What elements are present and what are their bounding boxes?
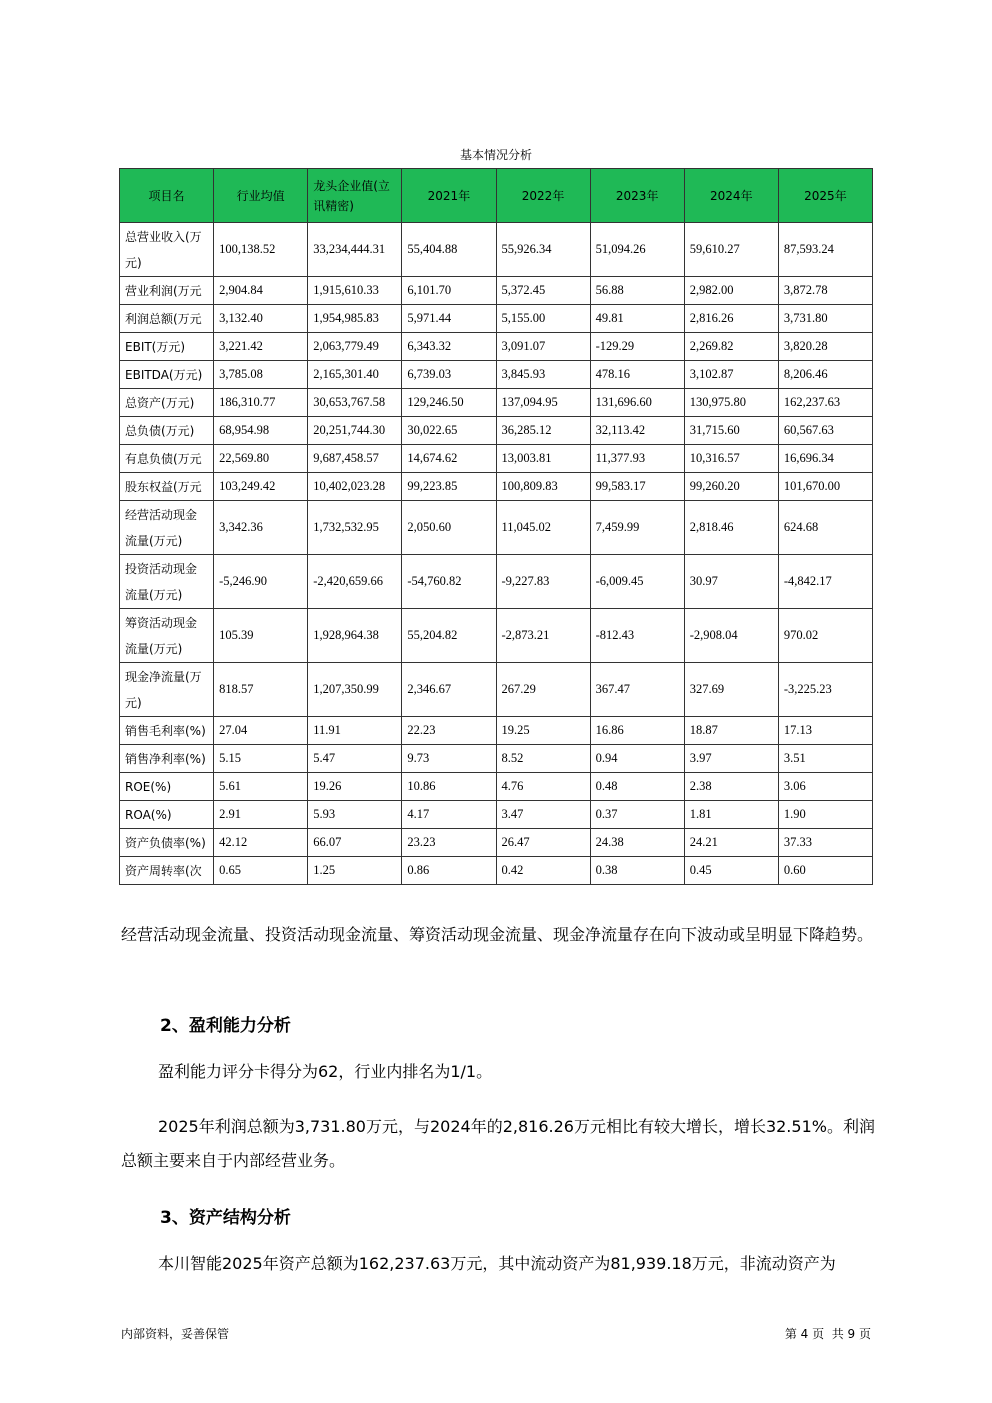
table-cell: 16,696.34 xyxy=(778,445,872,473)
table-cell: 10,316.57 xyxy=(684,445,778,473)
table-cell: 42.12 xyxy=(214,829,308,857)
table-cell: 2,269.82 xyxy=(684,333,778,361)
table-cell: 2.38 xyxy=(684,773,778,801)
table-cell: 7,459.99 xyxy=(590,501,684,555)
column-header: 龙头企业值(立讯精密) xyxy=(308,169,402,223)
paragraph-assets: 本川智能2025年资产总额为162,237.63万元，其中流动资产为81,939.18万元，非流动资产为 xyxy=(158,1254,836,1273)
table-cell: 37.33 xyxy=(778,829,872,857)
column-header: 2023年 xyxy=(590,169,684,223)
table-cell: 3,872.78 xyxy=(778,277,872,305)
table-cell: 13,003.81 xyxy=(496,445,590,473)
table-cell: 327.69 xyxy=(684,663,778,717)
table-cell: 3,845.93 xyxy=(496,361,590,389)
table-cell: 130,975.80 xyxy=(684,389,778,417)
table-cell: 0.48 xyxy=(590,773,684,801)
table-cell: 267.29 xyxy=(496,663,590,717)
table-cell: 6,343.32 xyxy=(402,333,496,361)
table-cell: 3,785.08 xyxy=(214,361,308,389)
table-cell: 5,155.00 xyxy=(496,305,590,333)
table-cell: 100,138.52 xyxy=(214,223,308,277)
table-cell: 5.47 xyxy=(308,745,402,773)
table-cell: 19.25 xyxy=(496,717,590,745)
row-label: EBIT(万元) xyxy=(120,333,214,361)
paragraph-score: 盈利能力评分卡得分为62，行业内排名为1/1。 xyxy=(158,1062,493,1081)
table-cell: 2,818.46 xyxy=(684,501,778,555)
table-cell: 1,732,532.95 xyxy=(308,501,402,555)
table-cell: 0.42 xyxy=(496,857,590,885)
table-cell: 99,260.20 xyxy=(684,473,778,501)
table-cell: 2,165,301.40 xyxy=(308,361,402,389)
table-cell: 32,113.42 xyxy=(590,417,684,445)
table-cell: 3,102.87 xyxy=(684,361,778,389)
table-cell: 11.91 xyxy=(308,717,402,745)
table-row xyxy=(120,223,873,277)
table-cell: 0.45 xyxy=(684,857,778,885)
table-cell: 162,237.63 xyxy=(778,389,872,417)
table-cell: 36,285.12 xyxy=(496,417,590,445)
table-cell: -2,873.21 xyxy=(496,609,590,663)
table-cell: 68,954.98 xyxy=(214,417,308,445)
table-cell: 3.06 xyxy=(778,773,872,801)
table-cell: 100,809.83 xyxy=(496,473,590,501)
row-label: ROA(%) xyxy=(120,801,214,829)
row-label: 资产负债率(%) xyxy=(120,829,214,857)
table-cell: 17.13 xyxy=(778,717,872,745)
table-cell: 137,094.95 xyxy=(496,389,590,417)
table-cell: 20,251,744.30 xyxy=(308,417,402,445)
table-cell: 129,246.50 xyxy=(402,389,496,417)
table-cell: 2,816.26 xyxy=(684,305,778,333)
footer-confidential: 内部资料，妥善保管 xyxy=(121,1327,230,1341)
table-row xyxy=(120,555,873,609)
table-cell: 2,346.67 xyxy=(402,663,496,717)
table-cell: -812.43 xyxy=(590,609,684,663)
table-cell: 22.23 xyxy=(402,717,496,745)
paragraph-cashflow: 经营活动现金流量、投资活动现金流量、筹资活动现金流量、现金净流量存在向下波动或呈明显下降趋势。 xyxy=(121,925,874,944)
table-cell: 5,372.45 xyxy=(496,277,590,305)
row-label: 有息负债(万元 xyxy=(120,445,214,473)
table-cell: 16.86 xyxy=(590,717,684,745)
section-heading-profitability: 2、盈利能力分析 xyxy=(160,1016,291,1036)
table-cell: 49.81 xyxy=(590,305,684,333)
table-cell: -6,009.45 xyxy=(590,555,684,609)
row-label: 现金净流量(万元) xyxy=(120,663,214,717)
table-row xyxy=(120,745,873,773)
table-cell: 24.38 xyxy=(590,829,684,857)
table-row xyxy=(120,417,873,445)
table-cell: 55,204.82 xyxy=(402,609,496,663)
table-cell: 0.86 xyxy=(402,857,496,885)
table-row xyxy=(120,801,873,829)
table-cell: 0.38 xyxy=(590,857,684,885)
table-row xyxy=(120,829,873,857)
table-cell: 10,402,023.28 xyxy=(308,473,402,501)
table-cell: 186,310.77 xyxy=(214,389,308,417)
column-header: 2022年 xyxy=(496,169,590,223)
table-cell: 31,715.60 xyxy=(684,417,778,445)
table-row xyxy=(120,717,873,745)
table-cell: 14,674.62 xyxy=(402,445,496,473)
table-cell: 6,739.03 xyxy=(402,361,496,389)
table-cell: 2,063,779.49 xyxy=(308,333,402,361)
financial-table xyxy=(119,168,873,885)
table-cell: 2,982.00 xyxy=(684,277,778,305)
table-row xyxy=(120,333,873,361)
table-cell: 3,132.40 xyxy=(214,305,308,333)
table-header-row xyxy=(120,169,873,223)
table-cell: 1,207,350.99 xyxy=(308,663,402,717)
table-cell: 2,050.60 xyxy=(402,501,496,555)
table-cell: 5.15 xyxy=(214,745,308,773)
row-label: EBITDA(万元) xyxy=(120,361,214,389)
row-label: 投资活动现金流量(万元) xyxy=(120,555,214,609)
table-row xyxy=(120,663,873,717)
table-cell: 818.57 xyxy=(214,663,308,717)
row-label: 销售净利率(%) xyxy=(120,745,214,773)
table-cell: -2,908.04 xyxy=(684,609,778,663)
table-cell: 99,583.17 xyxy=(590,473,684,501)
table-cell: 3,342.36 xyxy=(214,501,308,555)
section-heading-asset-structure: 3、资产结构分析 xyxy=(160,1208,291,1228)
table-cell: 3.97 xyxy=(684,745,778,773)
column-header: 2024年 xyxy=(684,169,778,223)
row-label: 销售毛利率(%) xyxy=(120,717,214,745)
table-cell: 60,567.63 xyxy=(778,417,872,445)
table-cell: 3,820.28 xyxy=(778,333,872,361)
table-cell: 8.52 xyxy=(496,745,590,773)
table-cell: 24.21 xyxy=(684,829,778,857)
table-cell: 55,404.88 xyxy=(402,223,496,277)
table-cell: 1.90 xyxy=(778,801,872,829)
table-cell: -9,227.83 xyxy=(496,555,590,609)
table-cell: 3,731.80 xyxy=(778,305,872,333)
row-label: 总资产(万元) xyxy=(120,389,214,417)
table-cell: 18.87 xyxy=(684,717,778,745)
table-cell: 1,915,610.33 xyxy=(308,277,402,305)
table-cell: -54,760.82 xyxy=(402,555,496,609)
table-cell: 27.04 xyxy=(214,717,308,745)
table-cell: 0.65 xyxy=(214,857,308,885)
table-caption: 基本情况分析 xyxy=(459,148,532,162)
table-cell: 33,234,444.31 xyxy=(308,223,402,277)
table-cell: 0.94 xyxy=(590,745,684,773)
row-label: 经营活动现金流量(万元) xyxy=(120,501,214,555)
table-cell: 11,377.93 xyxy=(590,445,684,473)
table-cell: 3,091.07 xyxy=(496,333,590,361)
table-cell: 105.39 xyxy=(214,609,308,663)
table-row xyxy=(120,501,873,555)
table-cell: 5.61 xyxy=(214,773,308,801)
table-cell: 5,971.44 xyxy=(402,305,496,333)
row-label: ROE(%) xyxy=(120,773,214,801)
table-cell: -3,225.23 xyxy=(778,663,872,717)
table-row xyxy=(120,389,873,417)
table-cell: 3.51 xyxy=(778,745,872,773)
table-cell: 2.91 xyxy=(214,801,308,829)
row-label: 股东权益(万元 xyxy=(120,473,214,501)
table-cell: 26.47 xyxy=(496,829,590,857)
row-label: 筹资活动现金流量(万元) xyxy=(120,609,214,663)
table-cell: 99,223.85 xyxy=(402,473,496,501)
table-cell: 51,094.26 xyxy=(590,223,684,277)
table-row xyxy=(120,445,873,473)
row-label: 营业利润(万元 xyxy=(120,277,214,305)
table-cell: 1,954,985.83 xyxy=(308,305,402,333)
table-cell: 22,569.80 xyxy=(214,445,308,473)
row-label: 总负债(万元) xyxy=(120,417,214,445)
table-cell: 1.81 xyxy=(684,801,778,829)
table-row xyxy=(120,277,873,305)
table-cell: 30,653,767.58 xyxy=(308,389,402,417)
table-cell: 970.02 xyxy=(778,609,872,663)
table-cell: 9.73 xyxy=(402,745,496,773)
column-header: 2021年 xyxy=(402,169,496,223)
table-row xyxy=(120,305,873,333)
table-cell: 367.47 xyxy=(590,663,684,717)
table-cell: 101,670.00 xyxy=(778,473,872,501)
table-cell: 30.97 xyxy=(684,555,778,609)
table-cell: 87,593.24 xyxy=(778,223,872,277)
table-cell: 6,101.70 xyxy=(402,277,496,305)
table-cell: 5.93 xyxy=(308,801,402,829)
table-cell: 19.26 xyxy=(308,773,402,801)
table-cell: 1.25 xyxy=(308,857,402,885)
column-header: 行业均值 xyxy=(214,169,308,223)
table-row xyxy=(120,857,873,885)
table-cell: 8,206.46 xyxy=(778,361,872,389)
table-row xyxy=(120,773,873,801)
table-cell: 103,249.42 xyxy=(214,473,308,501)
column-header: 2025年 xyxy=(778,169,872,223)
table-cell: 478.16 xyxy=(590,361,684,389)
table-cell: 10.86 xyxy=(402,773,496,801)
row-label: 利润总额(万元 xyxy=(120,305,214,333)
table-cell: 11,045.02 xyxy=(496,501,590,555)
paragraph-profit: 2025年利润总额为3,731.80万元，与2024年的2,816.26万元相比有较大增长，增长32.51%。利润总额主要来自于内部经营业务。 xyxy=(121,1117,875,1170)
table-cell: 23.23 xyxy=(402,829,496,857)
table-cell: 3.47 xyxy=(496,801,590,829)
row-label: 资产周转率(次 xyxy=(120,857,214,885)
table-cell: 4.76 xyxy=(496,773,590,801)
table-cell: -2,420,659.66 xyxy=(308,555,402,609)
table-cell: 0.60 xyxy=(778,857,872,885)
table-row xyxy=(120,361,873,389)
table-cell: 3,221.42 xyxy=(214,333,308,361)
row-label: 总营业收入(万元) xyxy=(120,223,214,277)
footer-page-number: 第 4 页 共 9 页 xyxy=(784,1327,871,1341)
table-cell: 624.68 xyxy=(778,501,872,555)
table-cell: -5,246.90 xyxy=(214,555,308,609)
table-cell: 59,610.27 xyxy=(684,223,778,277)
table-cell: 66.07 xyxy=(308,829,402,857)
table-cell: 131,696.60 xyxy=(590,389,684,417)
table-row xyxy=(120,609,873,663)
table-cell: 55,926.34 xyxy=(496,223,590,277)
table-cell: 56.88 xyxy=(590,277,684,305)
column-header: 项目名 xyxy=(120,169,214,223)
table-cell: 9,687,458.57 xyxy=(308,445,402,473)
table-cell: 2,904.84 xyxy=(214,277,308,305)
table-cell: 30,022.65 xyxy=(402,417,496,445)
table-cell: 4.17 xyxy=(402,801,496,829)
table-cell: 1,928,964.38 xyxy=(308,609,402,663)
table-cell: 0.37 xyxy=(590,801,684,829)
table-cell: -4,842.17 xyxy=(778,555,872,609)
table-row xyxy=(120,473,873,501)
table-cell: -129.29 xyxy=(590,333,684,361)
